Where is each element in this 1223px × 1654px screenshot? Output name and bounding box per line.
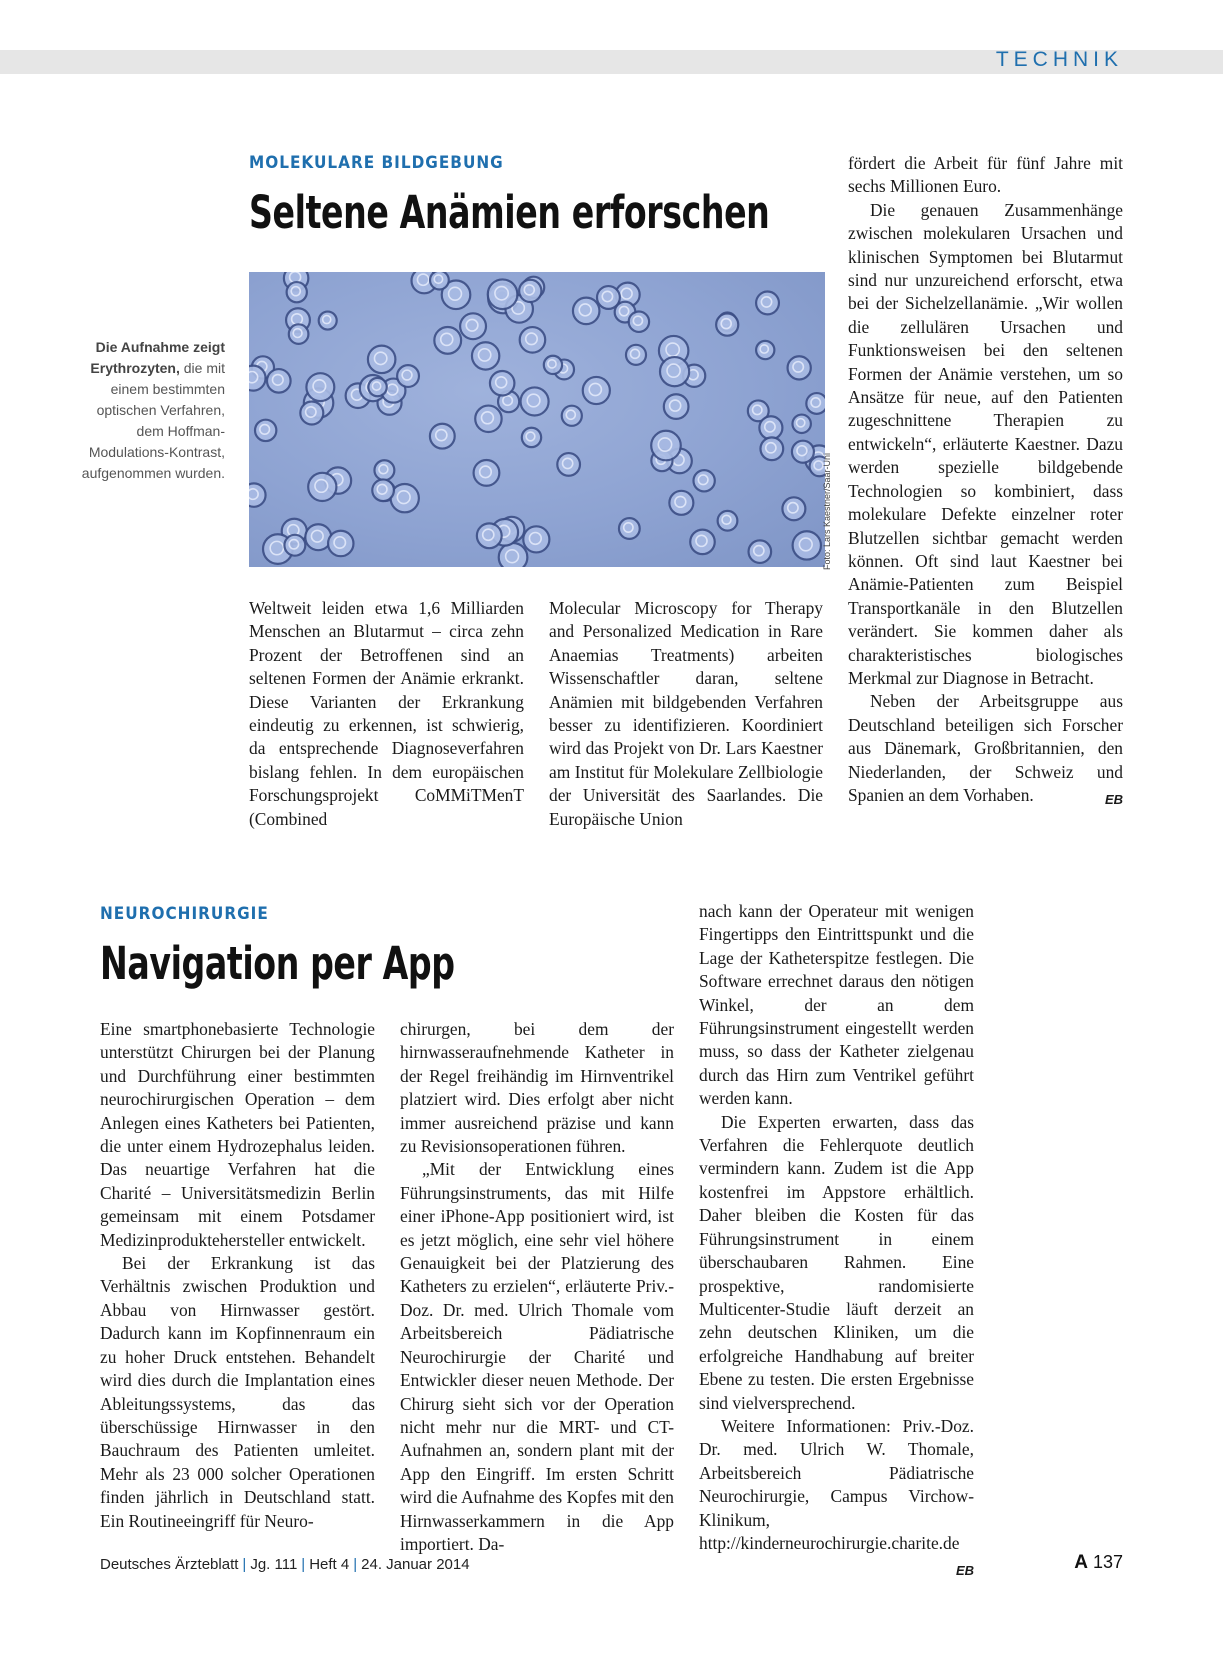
article2-column-2	[400, 1018, 674, 1556]
blood-cell	[474, 460, 500, 486]
article1-column-3	[848, 152, 1123, 811]
article1-col3-p2: Die genauen Zusammenhänge zwischen molekularen Ursachen und klinischen Symptomen bei Blutarmut sind nur unzureichend erforscht, etwa bei der Sichelzellanämie. „Wir wollen die zellulären Ursachen und Funktionsweisen bei den seltenen Formen der Anämie verstehen, um so Ansätze für neue, auf den Patienten zugeschnittene Therapien zu entwickeln“, erläuterte Kaestner. Dazu werden spezielle bildgebende Technologien so kombiniert, dass molekulare Defekte einzelner roter Blutzellen sichtbar gemacht werden können. Oft sind laut Kaestner bei Anämie-Patienten zum Beispiel Transportkanäle in den Blutzellen verändert. Sie kommen daher als charakteristisches biologisches Merkmal zur Diagnose in Betracht.	[848, 199, 1123, 688]
blood-cell	[430, 424, 455, 449]
blood-cell	[793, 531, 821, 559]
article1-signature: EB	[1104, 791, 1123, 807]
article1-kicker: MOLEKULARE BILDGEBUNG	[249, 153, 504, 173]
article2-col3-p2: Die Experten erwarten, dass das Verfahren die Fehlerquote deutlich vermindern kann. Zudem ist die App kostenfrei im Appstore erhältlich. Daher bleiben die Kosten für das Führungsinstrument in einem überschaubaren Rahmen. Eine prospektive, randomisierte Multicenter-Studie läuft derzeit an zehn deutschen Kliniken, um die erfolgreiche Handhabung auf breiter Ebene zu testen. Die ersten Ergebnisse sind vielversprechend.	[699, 1111, 974, 1413]
article2-col1-p2: Bei der Erkrankung ist das Verhältnis zwischen Produktion und Abbau von Hirnwasser gestört. Dadurch kann im Kopfinnenraum ein zu hoher Druck entstehen. Behandelt wird dies durch die Implantation eines Ableitungssystems, das das überschüssige Hirnwasser in den Bauchraum des Patienten umleitet. Mehr als 23 000 solcher Operationen finden jährlich in Deutschland statt. Ein Routineeingriff für Neuro-	[100, 1253, 375, 1531]
blood-cell	[660, 357, 689, 386]
article2-col1-p1: Eine smartphonebasierte Technologie unterstützt Chirurgen bei der Planung und Durchführung einer bestimmten neurochirurgischen Operation – dem Anlegen eines Katheters bei Patienten, die unter einem Hydrozephalus leiden. Das neuartige Verfahren hat die Charité – Universitätsmedizin Berlin gemeinsam mit einem Potsdamer Medizinproduktehersteller entwickelt.	[100, 1019, 375, 1250]
article1-column-2	[549, 597, 823, 831]
blood-cell	[374, 460, 394, 480]
blood-cell	[629, 312, 649, 332]
blood-cell	[249, 366, 266, 391]
blood-cell	[716, 314, 738, 336]
blood-cell	[519, 280, 541, 302]
article2-title: Navigation per App	[100, 937, 455, 990]
blood-cell	[284, 535, 305, 556]
blood-cell	[806, 393, 825, 414]
blood-cell	[544, 356, 562, 374]
footer-issue: Heft 4	[309, 1556, 350, 1573]
blood-cell	[319, 312, 337, 330]
blood-cell	[619, 518, 640, 539]
page-number-value: 137	[1092, 1552, 1123, 1572]
footer-volume: Jg. 111	[250, 1556, 298, 1573]
article2-col3-p3	[699, 1415, 974, 1579]
blood-cell	[788, 356, 811, 379]
blood-cell	[782, 497, 805, 520]
blood-cell	[597, 286, 620, 309]
blood-cell	[573, 298, 600, 325]
blood-cell	[475, 406, 501, 432]
page-prefix: A	[1074, 1552, 1088, 1573]
article1-col3-p3	[848, 690, 1123, 807]
blood-cell	[626, 345, 646, 365]
blood-cell	[300, 402, 323, 425]
blood-cell	[664, 394, 689, 419]
blood-cell	[249, 483, 266, 506]
article1-col2-text: Molecular Microscopy for Therapy and Personalized Medication in Rare Anaemias Treatments) arbeiten Wissenschaftler daran, seltene Anämien mit bildgebenden Verfahren besser zu identifizieren. Koordiniert wird das Projekt von Dr. Lars Kaestner am Institut für Molekulare Zellbiologie der Universität des Saarlandes. Die Europäische Union	[549, 598, 823, 829]
blood-cell	[289, 324, 309, 344]
blood-cell	[583, 377, 610, 404]
footer-journal: Deutsches Ärzteblatt	[100, 1556, 239, 1573]
blood-cell	[756, 292, 779, 315]
blood-cell	[522, 428, 541, 447]
blood-cells-image	[249, 272, 825, 567]
blood-cell	[267, 369, 291, 393]
footer-date: 24. Januar 2014	[361, 1556, 470, 1573]
article2-col3-p3-text: Weitere Informationen: Priv.-Doz. Dr. med. Ulrich W. Thomale, Arbeitsbereich Pädiatrische Neurochirurgie, Campus Virchow-Klinikum, http://kinderneurochirurgie.charite.de	[699, 1415, 974, 1553]
blood-cell	[520, 327, 546, 353]
article1-col1-text: Weltweit leiden etwa 1,6 Milliarden Menschen an Blutarmut – circa zehn Prozent der Betroffenen sind an seltenen Formen der Anämie erkrankt. Diese Varianten der Erkrankung eindeutig zu erkennen, ist schwierig, da entsprechende Diagnoseverfahren bislang fehlen. In dem europäischen Forschungsprojekt CoMMiTMenT (Combined	[249, 598, 524, 829]
blood-cell	[521, 387, 549, 415]
blood-cell	[372, 479, 394, 501]
blood-cell	[434, 327, 461, 354]
section-label: TECHNIK	[995, 48, 1123, 71]
blood-cell	[308, 473, 336, 501]
article2-col2-p2: „Mit der Entwicklung eines Führungsinstruments, das mit Hilfe einer iPhone-App positioniert wird, ist es jetzt möglich, eine sehr viel höhere Genauigkeit bei der Platzierung des Katheters zu erzielen“, erläuterte Priv.-Doz. Dr. med. Ulrich Thomale vom Arbeitsbereich Pädiatrische Neurochirurgie der Charité und Entwickler dieser neuen Methode. Der Chirurg sieht sich vor der Operation nicht mehr nur die MRT- und CT-Aufnahmen an, sondern plant mit der App den Eingriff. Im ersten Schritt wird die Aufnahme des Kopfes mit den Hirnwasserkammern in die App importiert. Da-	[400, 1159, 674, 1554]
article2-signature: EB	[955, 1563, 974, 1579]
blood-cell	[397, 365, 419, 387]
article2-kicker: NEUROCHIRURGIE	[100, 904, 269, 924]
blood-cell	[690, 530, 715, 555]
erythrocyte-photo	[249, 272, 825, 567]
blood-cell	[287, 282, 307, 302]
article1-title: Seltene Anämien erforschen	[249, 186, 770, 239]
page-number	[1074, 1552, 1123, 1574]
article2-column-3	[699, 900, 974, 1583]
blood-cell	[651, 431, 681, 461]
blood-cell	[792, 415, 810, 433]
footer-citation: Deutsches Ärzteblatt | Jg. 111 | Heft 4 | 24. Januar 2014	[100, 1556, 470, 1573]
article1-column-1	[249, 597, 524, 831]
blood-cell	[760, 437, 783, 460]
blood-cell	[430, 272, 449, 289]
caption-text: die mit einem bestimmten optischen Verfahren, dem Hoffman-Modulations-Kontrast, aufgenommen wurden.	[81, 360, 225, 481]
blood-cell	[759, 416, 782, 439]
blood-cell	[669, 491, 693, 515]
blood-cell	[368, 378, 386, 396]
photo-credit: Foto: Lars Kaestner/Saar-Uni	[822, 452, 832, 570]
blood-cell	[306, 373, 334, 401]
blood-cell	[472, 342, 499, 369]
blood-cell	[368, 346, 395, 373]
article2-col2-p1: chirurgen, bei dem der hirnwasseraufnehmende Katheter in der Regel freihändig im Hirnventrikel platziert wird. Dies erfolgt aber nicht immer ausreichend präzise und kann zu Revisionsoperationen führen.	[400, 1019, 674, 1157]
blood-cell	[562, 406, 582, 426]
caption-bold: Die Aufnahme zeigt Erythrozyten,	[90, 339, 225, 376]
blood-cell	[792, 441, 814, 463]
article2-column-1	[100, 1018, 375, 1533]
blood-cell	[557, 453, 580, 476]
blood-cell	[477, 523, 502, 548]
article2-col3-p1: nach kann der Operateur mit wenigen Fingertipps den Eintrittspunkt und die Lage der Katheterspitze festlegen. Die Software errechnet daraus den nötigen Winkel, der an dem Führungsinstrument eingestellt werden muss, so dass der Katheter zielgenau durch das Hirn zum Ventrikel geführt werden kann.	[699, 901, 974, 1109]
blood-cell	[693, 470, 714, 491]
blood-cell	[718, 511, 738, 531]
blood-cell	[749, 540, 772, 563]
blood-cell	[488, 279, 518, 309]
photo-caption	[80, 337, 225, 484]
blood-cell	[328, 531, 353, 556]
article1-col3-p1: fördert die Arbeit für fünf Jahre mit sechs Millionen Euro.	[848, 153, 1123, 197]
article1-col3-p3-text: Neben der Arbeitsgruppe aus Deutschland beteiligen sich Forscher aus Dänemark, Großbritannien, den Niederlanden, der Schweiz und Spanien an dem Vorhaben.	[848, 691, 1123, 805]
blood-cell	[460, 313, 486, 339]
blood-cell	[523, 526, 549, 552]
blood-cell	[255, 420, 276, 441]
blood-cell	[756, 341, 774, 359]
blood-cell	[490, 371, 514, 395]
